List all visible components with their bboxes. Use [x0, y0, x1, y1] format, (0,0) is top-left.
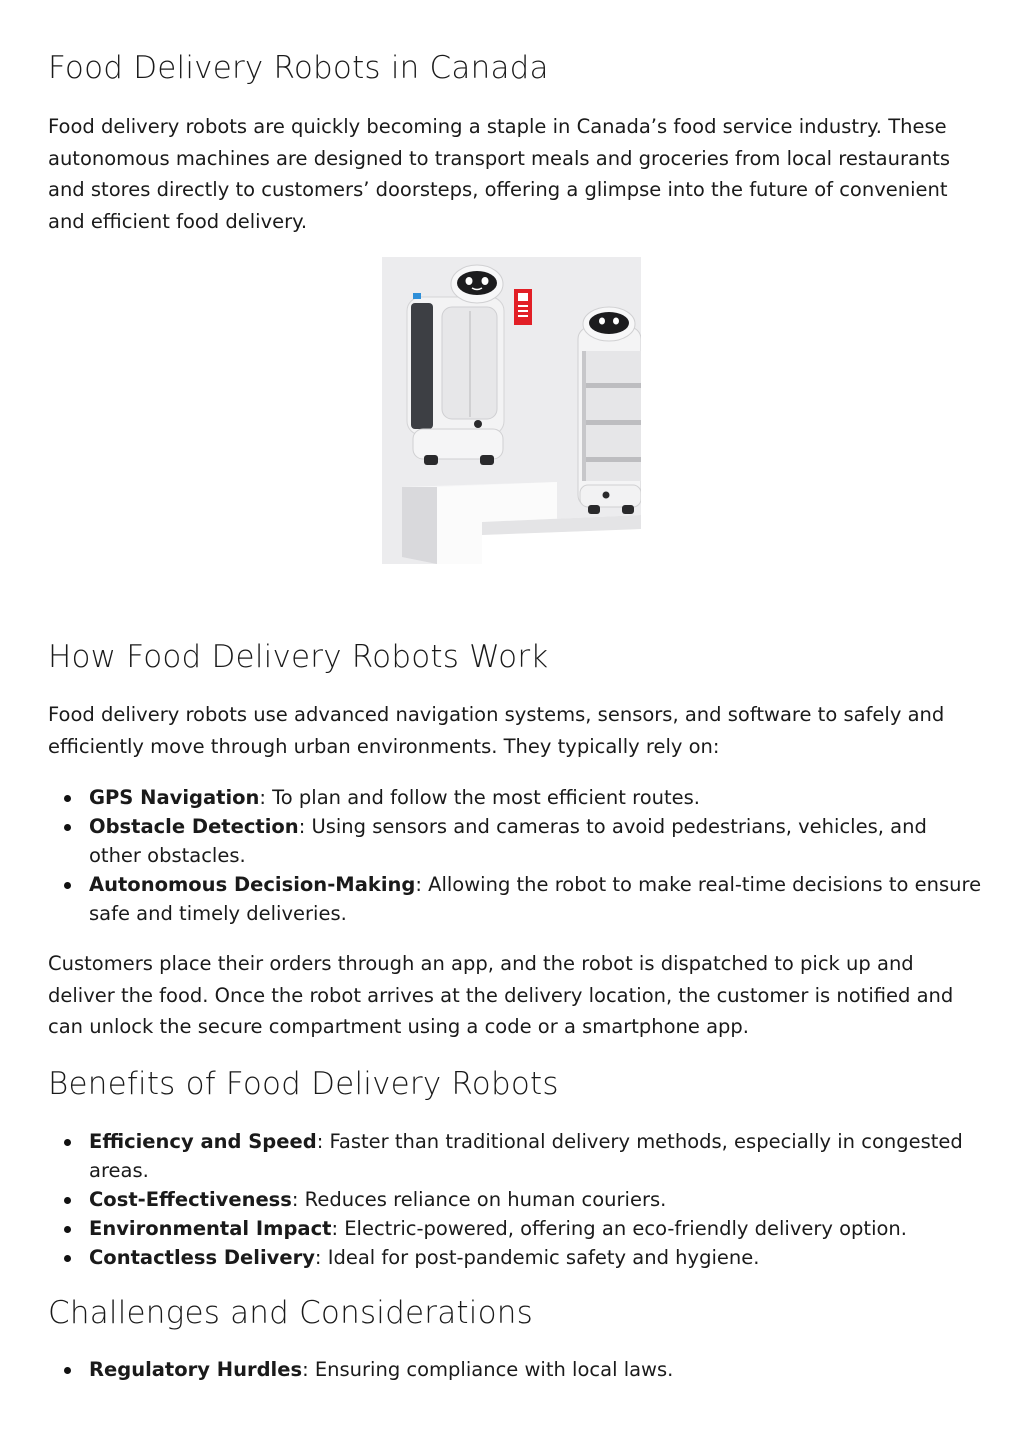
list-item-term: Cost-Effectiveness: [89, 1188, 292, 1211]
list-item-term: Obstacle Detection: [89, 815, 299, 838]
list-item-text: : Using sensors and cameras to avoid pedestrians, vehicles, and other obstacles.: [89, 815, 927, 867]
list-item-term: Contactless Delivery: [89, 1246, 315, 1269]
list-item-text: : Reduces reliance on human couriers.: [291, 1188, 667, 1211]
list-item: [48, 1355, 983, 1384]
section-title-benefits: Benefits of Food Delivery Robots: [48, 1066, 559, 1102]
list-item-text: : Ideal for post-pandemic safety and hygiene.: [314, 1246, 760, 1269]
how-paragraph-1: Food delivery robots use advanced navigation systems, sensors, and software to safely and efficiently move through urban environments. They typically rely on:: [48, 703, 945, 758]
list-item-term: Autonomous Decision-Making: [89, 873, 416, 896]
list-item-text: : To plan and follow the most efficient routes.: [259, 786, 700, 809]
list-item: [48, 812, 983, 870]
section-title-challenges: Challenges and Considerations: [48, 1295, 533, 1331]
list-item-term: Regulatory Hurdles: [89, 1358, 303, 1381]
list-item-text: : Allowing the robot to make real-time decisions to ensure safe and timely deliveries.: [89, 873, 982, 925]
list-item-text: : Electric-powered, offering an eco-friendly delivery option.: [331, 1217, 907, 1240]
challenges-list: [48, 1355, 983, 1384]
how-list: [48, 783, 983, 928]
list-item-term: Environmental Impact: [89, 1217, 332, 1240]
list-item: [48, 1185, 983, 1214]
list-item: [48, 1243, 983, 1272]
benefits-list: [48, 1127, 983, 1272]
list-item: [48, 870, 983, 928]
how-paragraph-2: Customers place their orders through an app, and the robot is dispatched to pick up and deliver the food. Once the robot arrives at the delivery location, the customer is notified and can unlock the secure compartment using a code or a smartphone app.: [48, 952, 954, 1038]
list-item-text: : Ensuring compliance with local laws.: [302, 1358, 674, 1381]
list-item-term: GPS Navigation: [89, 786, 260, 809]
list-item: [48, 1214, 983, 1243]
list-item: [48, 1127, 983, 1185]
list-item: [48, 783, 983, 812]
intro-paragraph: Food delivery robots are quickly becoming a staple in Canada’s food service industry. These autonomous machines are designed to transport meals and groceries from local restaurants and stores directly to customers’ doorsteps, offering a glimpse into the future of convenient and efficient food delivery.: [48, 115, 951, 233]
robots-photo: [382, 257, 641, 564]
list-item-term: Efficiency and Speed: [89, 1130, 317, 1153]
list-item-text: : Faster than traditional delivery methods, especially in congested areas.: [89, 1130, 963, 1182]
section-title-how: How Food Delivery Robots Work: [48, 639, 549, 675]
page-title: Food Delivery Robots in Canada: [48, 50, 549, 86]
